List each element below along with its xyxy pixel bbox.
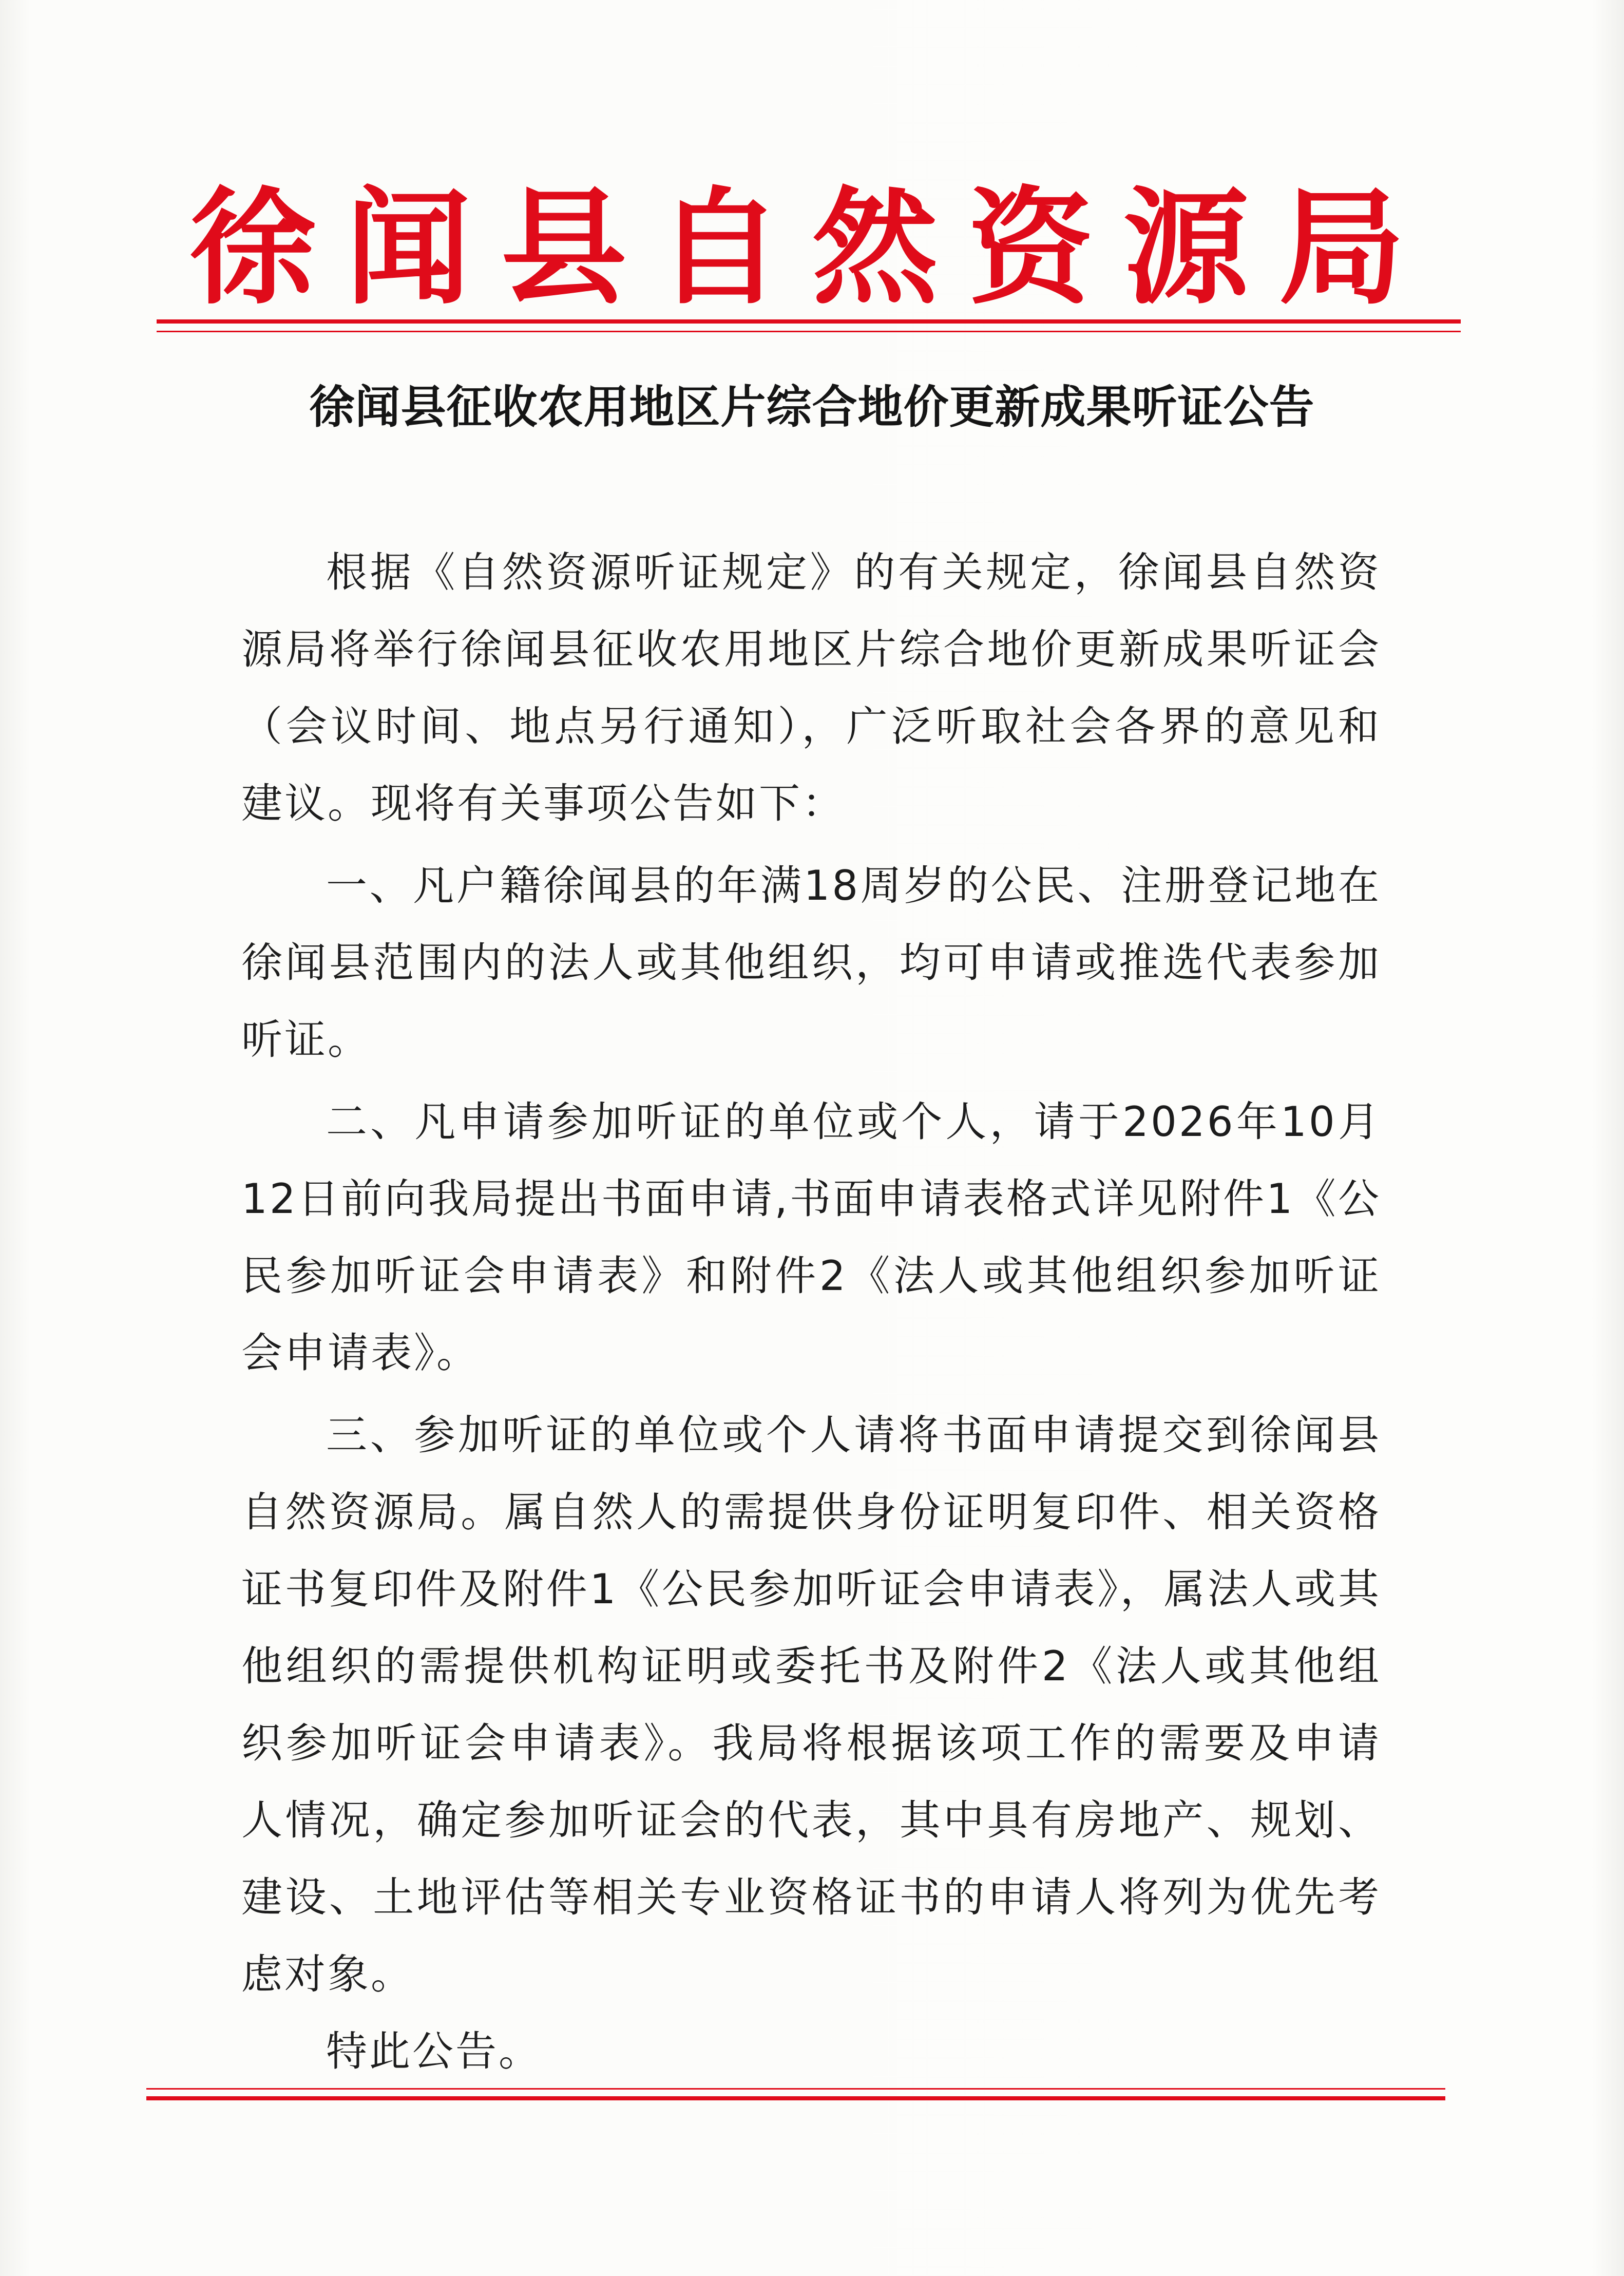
letterhead-agency-name: 徐闻县自然资源局 <box>189 174 1435 321</box>
document-body <box>241 534 1381 2090</box>
letterhead-divider-thick <box>157 319 1461 324</box>
intro-paragraph: 根据《自然资源听证规定》的有关规定，徐闻县自然资源局将举行徐闻县征收农用地区片综合地价更新成果听证会（会议时间、地点另行通知），广泛听取社会各界的意见和建议。现将有关事项公告如下： <box>241 548 1381 827</box>
item-2-paragraph: 二、凡申请参加听证的单位或个人，请于2026年10月12日前向我局提出书面申请,书面申请表格式详见附件1《公民参加听证会申请表》和附件2《法人或其他组织参加听证会申请表》。 <box>241 1098 1381 1377</box>
letterhead-divider-thin <box>157 331 1461 332</box>
footer-divider-thin <box>146 2088 1445 2090</box>
item-3-paragraph: 三、参加听证的单位或个人请将书面申请提交到徐闻县自然资源局。属自然人的需提供身份证明复印件、相关资格证书复印件及附件1《公民参加听证会申请表》，属法人或其他组织的需提供机构证明或委托书及附件2《法人或其他组织参加听证会申请表》。我局将根据该项工作的需要及申请人情况，确定参加听证会的代表，其中具有房地产、规划、建设、土地评估等相关专业资格证书的申请人将列为优先考虑对象。 <box>241 1411 1381 1998</box>
item-1-paragraph: 一、凡户籍徐闻县的年满18周岁的公民、注册登记地在徐闻县范围内的法人或其他组织，均可申请或推选代表参加听证。 <box>241 862 1381 1064</box>
footer-divider-thick <box>146 2096 1445 2100</box>
document-title: 徐闻县征收农用地区片综合地价更新成果听证公告 <box>309 380 1315 433</box>
closing-paragraph: 特此公告。 <box>326 2027 542 2075</box>
